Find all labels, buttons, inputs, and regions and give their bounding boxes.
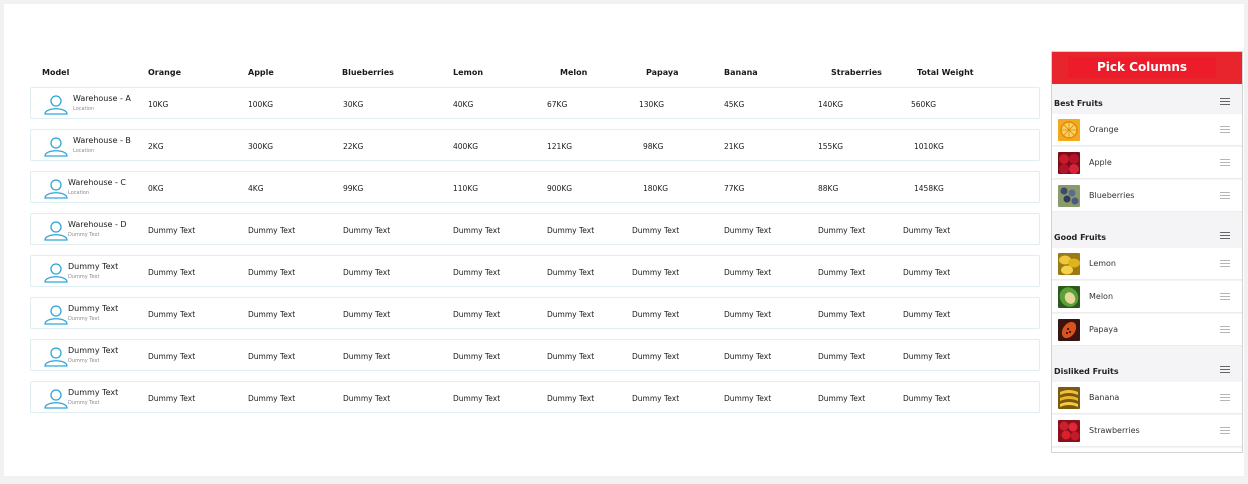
group-title: Good Fruits: [1054, 233, 1106, 242]
cell-apple: 4KG: [248, 184, 264, 193]
cell-strawberries: Dummy Text: [818, 226, 866, 235]
drag-handle-icon[interactable]: [1220, 159, 1230, 166]
row-name: Dummy Text: [68, 304, 119, 313]
column-item-melon[interactable]: [1052, 281, 1242, 313]
column-item-label: Lemon: [1089, 259, 1116, 268]
row-name: Warehouse - C: [68, 178, 127, 187]
drag-handle-icon[interactable]: [1220, 293, 1230, 300]
cell-papaya: Dummy Text: [632, 310, 680, 319]
row-name: Warehouse - B: [73, 136, 131, 145]
col-header-papaya[interactable]: Papaya: [646, 68, 679, 77]
cell-melon: Dummy Text: [547, 352, 595, 361]
pick-columns-panel: [1051, 51, 1243, 453]
cell-strawberries: 155KG: [818, 142, 844, 151]
cell-blueberries: Dummy Text: [343, 310, 391, 319]
row-name: Warehouse - D: [68, 220, 127, 229]
cell-apple: 100KG: [248, 100, 274, 109]
user-icon: [43, 95, 69, 115]
row-subtitle: Location: [73, 148, 95, 154]
column-item-label: Banana: [1089, 393, 1120, 402]
cell-papaya: Dummy Text: [632, 268, 680, 277]
col-header-total-weight[interactable]: Total Weight: [917, 68, 974, 77]
cell-strawberries: Dummy Text: [818, 310, 866, 319]
table-row[interactable]: [30, 213, 1040, 245]
drag-handle-icon[interactable]: [1220, 126, 1230, 133]
user-icon: [43, 221, 69, 241]
row-subtitle: Location: [68, 190, 90, 196]
col-header-model[interactable]: Model: [42, 68, 70, 77]
table-row[interactable]: [30, 297, 1040, 329]
cell-papaya: 98KG: [643, 142, 664, 151]
cell-papaya: Dummy Text: [632, 394, 680, 403]
col-header-banana[interactable]: Banana: [724, 68, 758, 77]
drag-handle-icon[interactable]: [1220, 192, 1230, 199]
cell-lemon: Dummy Text: [453, 268, 501, 277]
row-subtitle: Dummy Text: [68, 274, 100, 280]
cell-apple: Dummy Text: [248, 268, 296, 277]
user-icon: [43, 263, 69, 283]
row-name: Dummy Text: [68, 388, 119, 397]
cell-banana: Dummy Text: [724, 310, 772, 319]
cell-orange: Dummy Text: [148, 310, 196, 319]
cell-blueberries: Dummy Text: [343, 394, 391, 403]
cell-papaya: Dummy Text: [632, 226, 680, 235]
cell-total-weight: Dummy Text: [903, 226, 951, 235]
cell-lemon: 400KG: [453, 142, 479, 151]
column-item-blueberries[interactable]: [1052, 180, 1242, 212]
table-row[interactable]: [30, 87, 1040, 119]
cell-melon: Dummy Text: [547, 310, 595, 319]
row-subtitle: Dummy Text: [68, 232, 100, 238]
cell-lemon: 110KG: [453, 184, 479, 193]
col-header-orange[interactable]: Orange: [148, 68, 181, 77]
cell-lemon: Dummy Text: [453, 310, 501, 319]
cell-banana: 45KG: [724, 100, 745, 109]
cell-blueberries: 30KG: [343, 100, 364, 109]
panel-header: [1052, 52, 1242, 84]
row-subtitle: Dummy Text: [68, 400, 100, 406]
table-row[interactable]: [30, 255, 1040, 287]
col-header-melon[interactable]: Melon: [560, 68, 588, 77]
cell-orange: 0KG: [148, 184, 164, 193]
col-header-apple[interactable]: Apple: [248, 68, 274, 77]
column-item-label: Orange: [1089, 125, 1119, 134]
lemon-icon: [1058, 253, 1080, 275]
cell-strawberries: Dummy Text: [818, 352, 866, 361]
cell-apple: Dummy Text: [248, 394, 296, 403]
cell-apple: Dummy Text: [248, 310, 296, 319]
user-icon: [43, 137, 69, 157]
user-icon: [43, 179, 69, 199]
column-item-apple[interactable]: [1052, 147, 1242, 179]
user-icon: [43, 305, 69, 325]
column-item-lemon[interactable]: [1052, 248, 1242, 280]
group-title: Disliked Fruits: [1054, 367, 1119, 376]
drag-handle-icon[interactable]: [1220, 326, 1230, 333]
cell-banana: 77KG: [724, 184, 745, 193]
cell-banana: Dummy Text: [724, 394, 772, 403]
cell-blueberries: 22KG: [343, 142, 364, 151]
cell-papaya: Dummy Text: [632, 352, 680, 361]
col-header-lemon[interactable]: Lemon: [453, 68, 484, 77]
row-name: Dummy Text: [68, 262, 119, 271]
cell-strawberries: 88KG: [818, 184, 839, 193]
cell-strawberries: Dummy Text: [818, 268, 866, 277]
column-item-orange[interactable]: [1052, 114, 1242, 146]
drag-handle-icon[interactable]: [1220, 366, 1230, 373]
cell-total-weight: 1010KG: [914, 142, 944, 151]
cell-orange: Dummy Text: [148, 352, 196, 361]
cell-orange: 2KG: [148, 142, 164, 151]
row-subtitle: Location: [73, 106, 95, 112]
column-item-label: Papaya: [1089, 325, 1118, 334]
table-row[interactable]: [30, 381, 1040, 413]
melon-icon: [1058, 286, 1080, 308]
cell-banana: Dummy Text: [724, 268, 772, 277]
cell-blueberries: 99KG: [343, 184, 364, 193]
cell-strawberries: Dummy Text: [818, 394, 866, 403]
drag-handle-icon[interactable]: [1220, 98, 1230, 105]
row-name: Warehouse - A: [73, 94, 131, 103]
panel-title: Pick Columns: [1068, 57, 1216, 78]
cell-blueberries: Dummy Text: [343, 226, 391, 235]
papaya-icon: [1058, 319, 1080, 341]
row-subtitle: Dummy Text: [68, 358, 100, 364]
table-row[interactable]: [30, 129, 1040, 161]
column-item-partial[interactable]: [1052, 448, 1242, 453]
row-name: Dummy Text: [68, 346, 119, 355]
column-item-banana[interactable]: [1052, 382, 1242, 414]
apple-icon: [1058, 152, 1080, 174]
drag-handle-icon[interactable]: [1220, 394, 1230, 401]
cell-melon: 900KG: [547, 184, 573, 193]
cell-melon: 121KG: [547, 142, 573, 151]
cell-melon: 67KG: [547, 100, 568, 109]
column-item-strawberries[interactable]: [1052, 415, 1242, 447]
blueberries-icon: [1058, 185, 1080, 207]
cell-total-weight: 1458KG: [914, 184, 944, 193]
cell-total-weight: Dummy Text: [903, 394, 951, 403]
column-item-label: Blueberries: [1089, 191, 1135, 200]
row-subtitle: Dummy Text: [68, 316, 100, 322]
cell-banana: Dummy Text: [724, 226, 772, 235]
cell-blueberries: Dummy Text: [343, 268, 391, 277]
cell-strawberries: 140KG: [818, 100, 844, 109]
cell-lemon: 40KG: [453, 100, 474, 109]
user-icon: [43, 389, 69, 409]
page-canvas: [4, 4, 1244, 476]
cell-orange: Dummy Text: [148, 226, 196, 235]
cell-apple: Dummy Text: [248, 352, 296, 361]
column-item-label: Melon: [1089, 292, 1114, 301]
cell-melon: Dummy Text: [547, 394, 595, 403]
cell-apple: Dummy Text: [248, 226, 296, 235]
cell-lemon: Dummy Text: [453, 394, 501, 403]
col-header-blueberries[interactable]: Blueberries: [342, 68, 394, 77]
cell-blueberries: Dummy Text: [343, 352, 391, 361]
cell-total-weight: Dummy Text: [903, 352, 951, 361]
column-item-label: Apple: [1089, 158, 1112, 167]
fruit-table: [4, 4, 1044, 476]
cell-lemon: Dummy Text: [453, 226, 501, 235]
table-row[interactable]: [30, 171, 1040, 203]
cell-apple: 300KG: [248, 142, 274, 151]
cell-total-weight: 560KG: [911, 100, 937, 109]
cell-banana: 21KG: [724, 142, 745, 151]
cell-orange: Dummy Text: [148, 394, 196, 403]
cell-papaya: 180KG: [643, 184, 669, 193]
cell-orange: Dummy Text: [148, 268, 196, 277]
column-item-label: Strawberries: [1089, 426, 1140, 435]
col-header-strawberries[interactable]: Straberries: [831, 68, 882, 77]
cell-melon: Dummy Text: [547, 226, 595, 235]
drag-handle-icon[interactable]: [1220, 260, 1230, 267]
orange-icon: [1058, 119, 1080, 141]
cell-orange: 10KG: [148, 100, 169, 109]
cell-papaya: 130KG: [639, 100, 665, 109]
group-title: Best Fruits: [1054, 99, 1103, 108]
cell-lemon: Dummy Text: [453, 352, 501, 361]
cell-total-weight: Dummy Text: [903, 310, 951, 319]
cell-melon: Dummy Text: [547, 268, 595, 277]
user-icon: [43, 347, 69, 367]
drag-handle-icon[interactable]: [1220, 427, 1230, 434]
drag-handle-icon[interactable]: [1220, 232, 1230, 239]
cell-total-weight: Dummy Text: [903, 268, 951, 277]
cell-banana: Dummy Text: [724, 352, 772, 361]
strawberries-icon: [1058, 420, 1080, 442]
table-row[interactable]: [30, 339, 1040, 371]
column-item-papaya[interactable]: [1052, 314, 1242, 346]
banana-icon: [1058, 387, 1080, 409]
